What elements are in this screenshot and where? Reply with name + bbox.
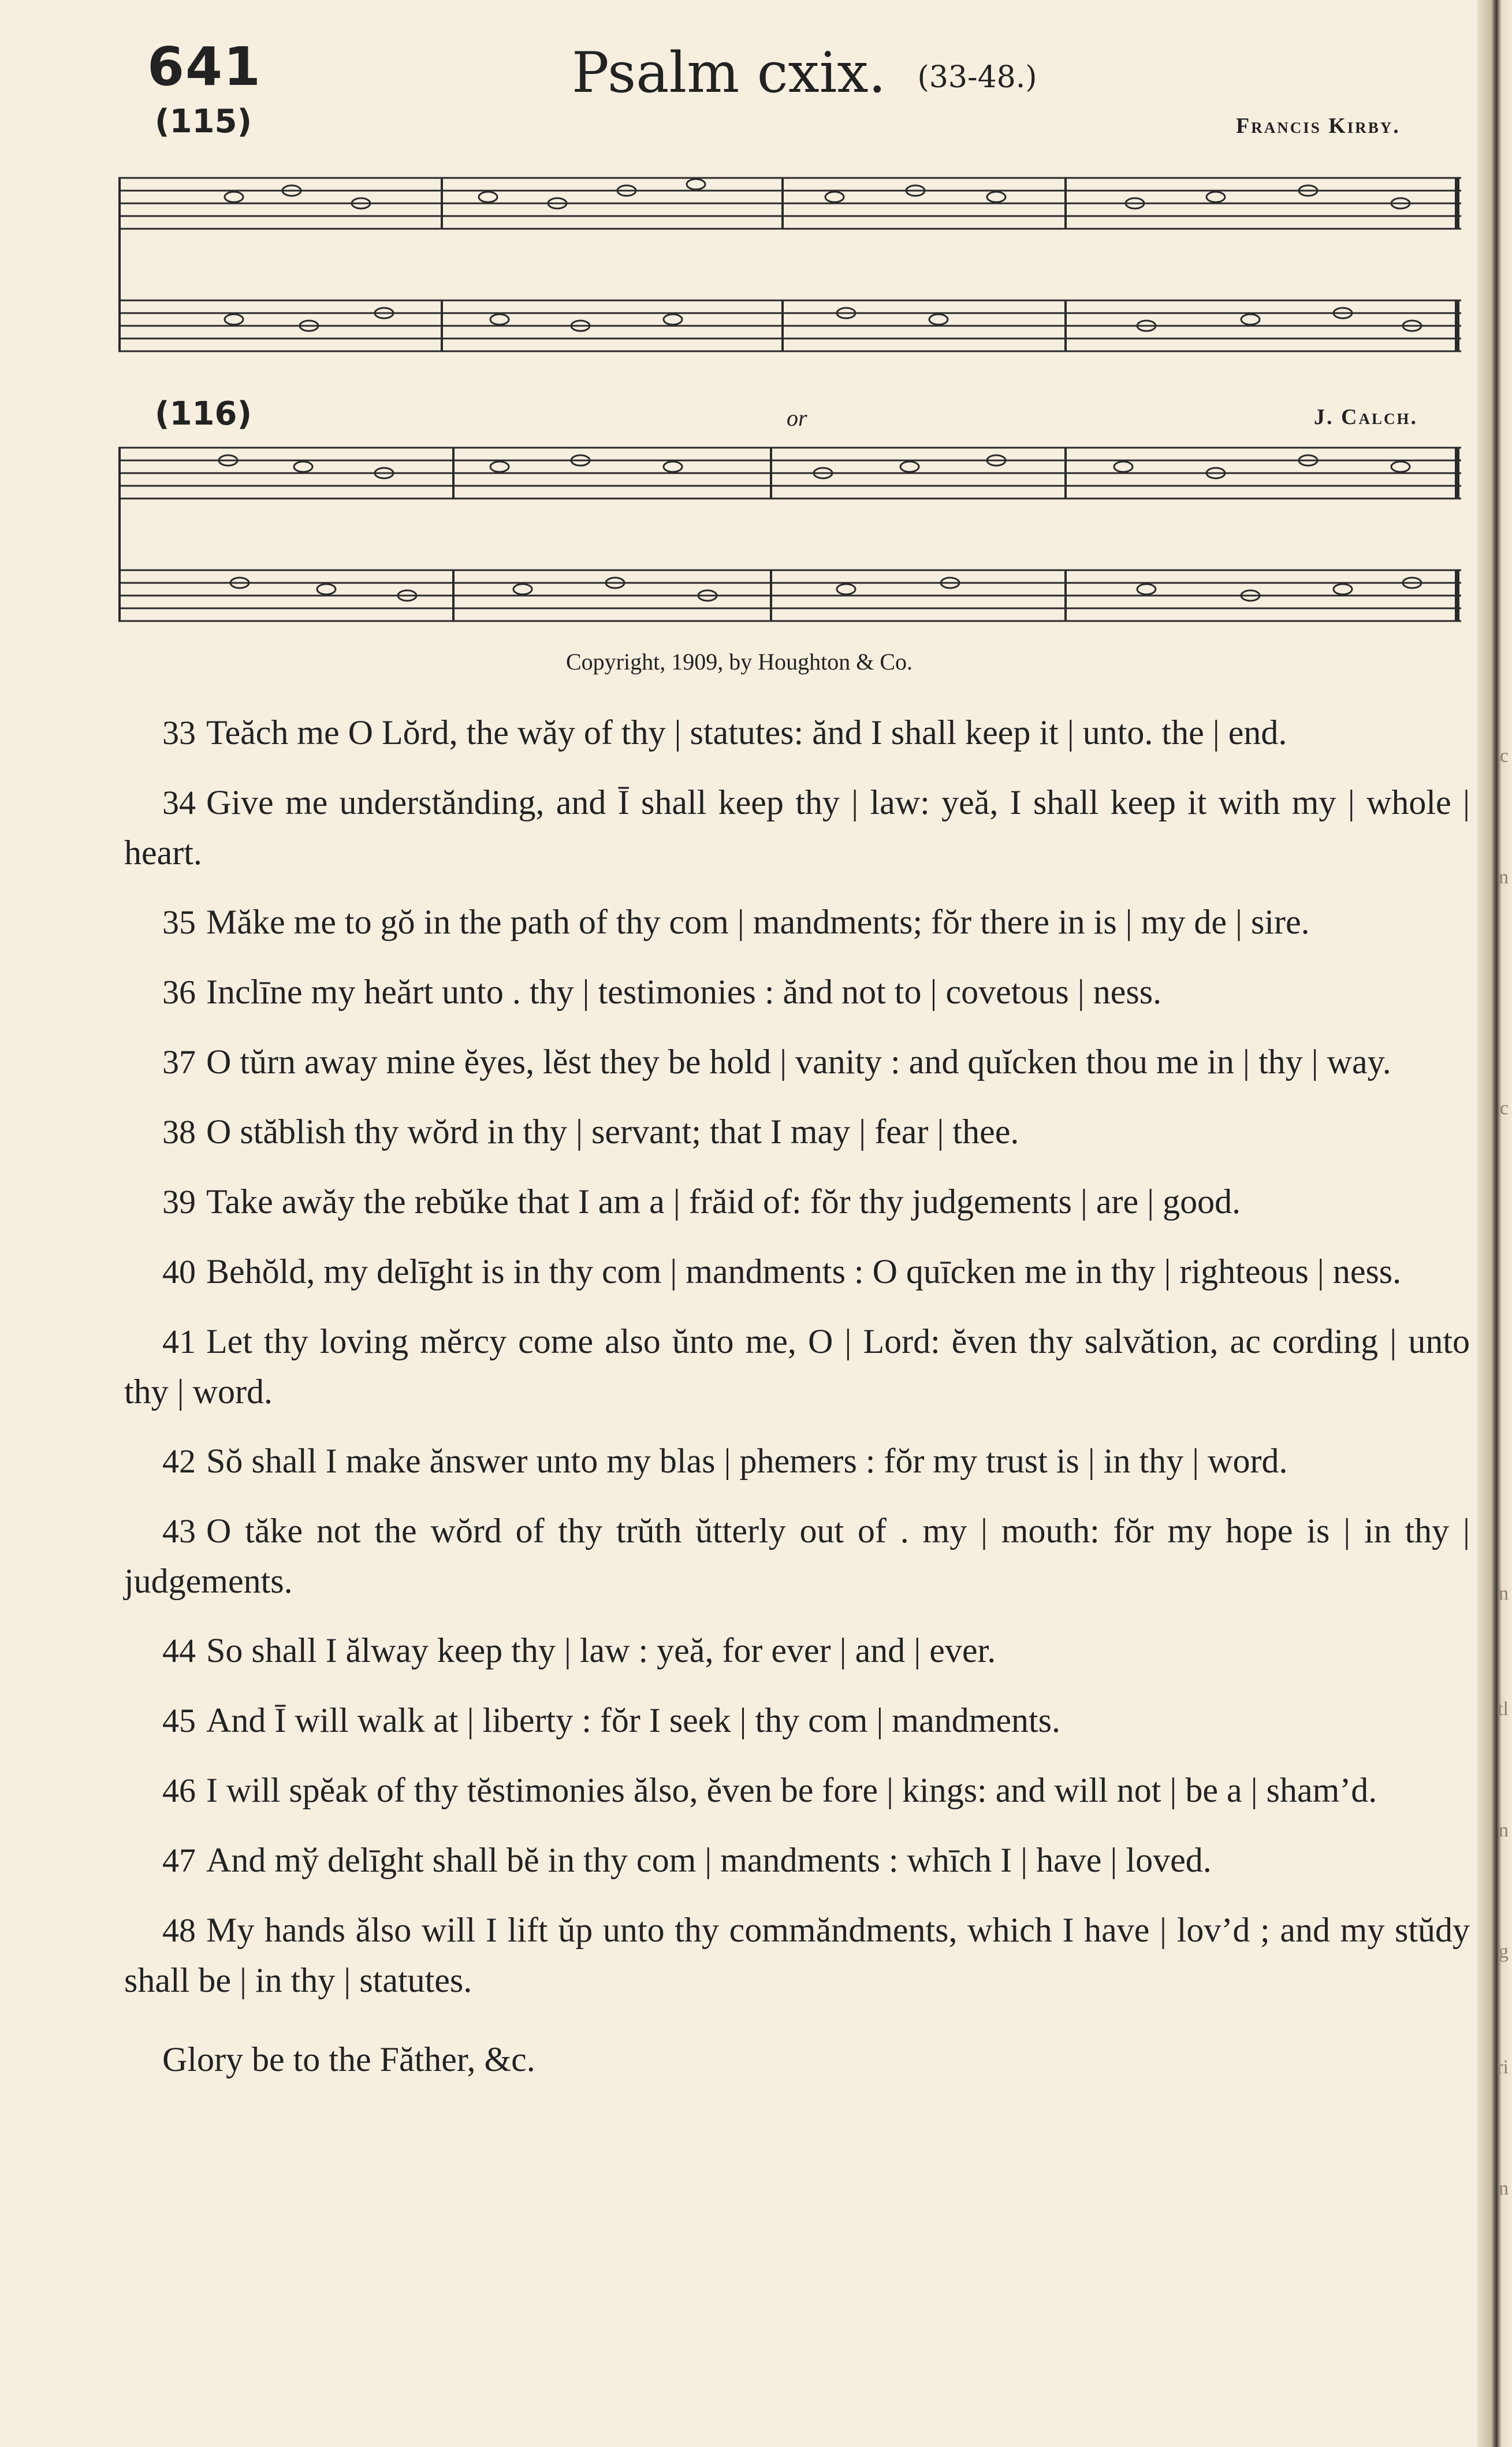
- bass-staff: [118, 300, 1461, 351]
- verse-text: O tăke not the wŏrd of thy trŭth ŭtterly out of . my | mouth: fŏr my hope is | in thy | judgements.: [124, 1512, 1470, 1600]
- tune-number: (116): [155, 395, 252, 433]
- verse-number: 43: [162, 1512, 196, 1550]
- edge-mark: n: [1499, 867, 1509, 888]
- verse-number: 40: [162, 1253, 196, 1291]
- verse-number: 37: [162, 1043, 196, 1081]
- edge-mark: ri: [1496, 2056, 1509, 2078]
- verse-number: 34: [162, 784, 196, 821]
- verse-text: O stăblish thy wŏrd in thy | servant; that I may | fear | thee.: [206, 1113, 1019, 1151]
- verse-text: Give me understănding, and Ī shall keep thy | law: yeă, I shall keep it with my | whole | heart.: [124, 783, 1470, 872]
- verse: [124, 1905, 1470, 2005]
- verse-text: And Ī will walk at | liberty : fŏr I seek | thy com | mandments.: [206, 1701, 1061, 1739]
- page-title: [572, 40, 1037, 105]
- verse: [124, 778, 1470, 877]
- verse-number: 46: [162, 1772, 196, 1809]
- note-heads: [219, 455, 1421, 601]
- verse: [124, 1765, 1470, 1816]
- verse: [124, 897, 1470, 947]
- verse-text: Let thy loving mĕrcy come also ŭnto me, O | Lord: ĕven thy salvătion, ac cording | unto thy | word.: [124, 1322, 1470, 1411]
- edge-mark: n: [1499, 1583, 1509, 1604]
- verse-number: 38: [162, 1113, 196, 1151]
- page-edge: [1477, 0, 1512, 2447]
- copyright-notice: Copyright, 1909, by Houghton & Co.: [565, 649, 913, 675]
- edge-mark: n: [1499, 2178, 1509, 2199]
- psalm-title: Psalm cxix.: [572, 40, 887, 105]
- verse-text: I will spĕak of thy tĕstimonies ălso, ĕven be fore | kings: and will not | be a | sham’d.: [206, 1771, 1377, 1809]
- verse-text: Sŏ shall I make ănswer unto my blas | phemers : fŏr my trust is | in thy | word.: [206, 1442, 1288, 1480]
- verse-text: O tŭrn away mine ĕyes, lĕst they be hold | vanity : and quĭcken thou me in | thy | way.: [206, 1043, 1391, 1081]
- verse-number: 33: [162, 714, 196, 752]
- edge-mark: tl: [1498, 1698, 1509, 1720]
- verse: [124, 1317, 1470, 1416]
- treble-staff: [118, 178, 1461, 229]
- verse: [124, 1037, 1470, 1087]
- verse: [124, 1626, 1470, 1676]
- verse-text: So shall I ălway keep thy | law : yeă, for ever | and | ever.: [206, 1631, 996, 1669]
- edge-mark: c: [1499, 1098, 1509, 1119]
- verse-text: Măke me to gŏ in the path of thy com | mandments; fŏr there in is | my de | sire.: [206, 903, 1310, 941]
- treble-staff: [118, 448, 1461, 499]
- verse: [124, 1835, 1470, 1886]
- verse-number: 36: [162, 973, 196, 1011]
- verse: [124, 1695, 1470, 1746]
- verse-text: Take awăy the rebŭke that I am a | frăid of: fŏr thy judgements | are | good.: [206, 1182, 1241, 1221]
- verse-number: 42: [162, 1442, 196, 1480]
- verse-number: 45: [162, 1702, 196, 1739]
- edge-mark: n: [1499, 1820, 1509, 1841]
- verse-text: Teăch me O Lŏrd, the wăy of thy | statutes: ănd I shall keep it | unto. the | end.: [206, 713, 1287, 752]
- psalm-verses: [124, 708, 1470, 2114]
- verse-number: 44: [162, 1632, 196, 1669]
- verse-text: And mў delīght shall bĕ in thy com | mandments : whīch I | have | loved.: [206, 1841, 1212, 1879]
- tune-number: (115): [155, 103, 252, 140]
- composer-credit: J. Calch.: [1314, 405, 1418, 429]
- verse-number: 41: [162, 1323, 196, 1360]
- verse-number: 48: [162, 1912, 196, 1949]
- verse: [124, 708, 1470, 758]
- verse: [124, 1436, 1470, 1486]
- verse: [124, 967, 1470, 1017]
- verse: [124, 1247, 1470, 1297]
- verse-number: 47: [162, 1842, 196, 1879]
- verse-range: (33-48.): [917, 60, 1037, 95]
- verse: [124, 1107, 1470, 1157]
- note-heads: [225, 179, 1421, 331]
- music-score: [118, 425, 1464, 638]
- or-label: or: [787, 405, 807, 431]
- edge-mark: c: [1499, 745, 1509, 767]
- verse: [124, 1177, 1470, 1227]
- verse-text: My hands ălso will I lift ŭp unto thy commăndments, which I have | lov’d ; and my stŭdy shall be | in thy | statutes.: [124, 1911, 1470, 1999]
- verse-text: Behŏld, my delīght is in thy com | mandments : O quīcken me in thy | righteous | ness.: [206, 1252, 1402, 1291]
- verse: [124, 1506, 1470, 1606]
- page-number: 641: [147, 36, 262, 98]
- composer-credit: Francis Kirby.: [1236, 114, 1401, 138]
- verse-number: 39: [162, 1183, 196, 1221]
- verse-text: Inclīne my heărt unto . thy | testimonies : ănd not to | covetous | ness.: [206, 973, 1162, 1011]
- gloria-line: Glory be to the Făther, &c.: [162, 2040, 535, 2078]
- edge-mark: g: [1499, 1941, 1509, 1962]
- music-score: [118, 155, 1464, 369]
- verse-number: 35: [162, 903, 196, 941]
